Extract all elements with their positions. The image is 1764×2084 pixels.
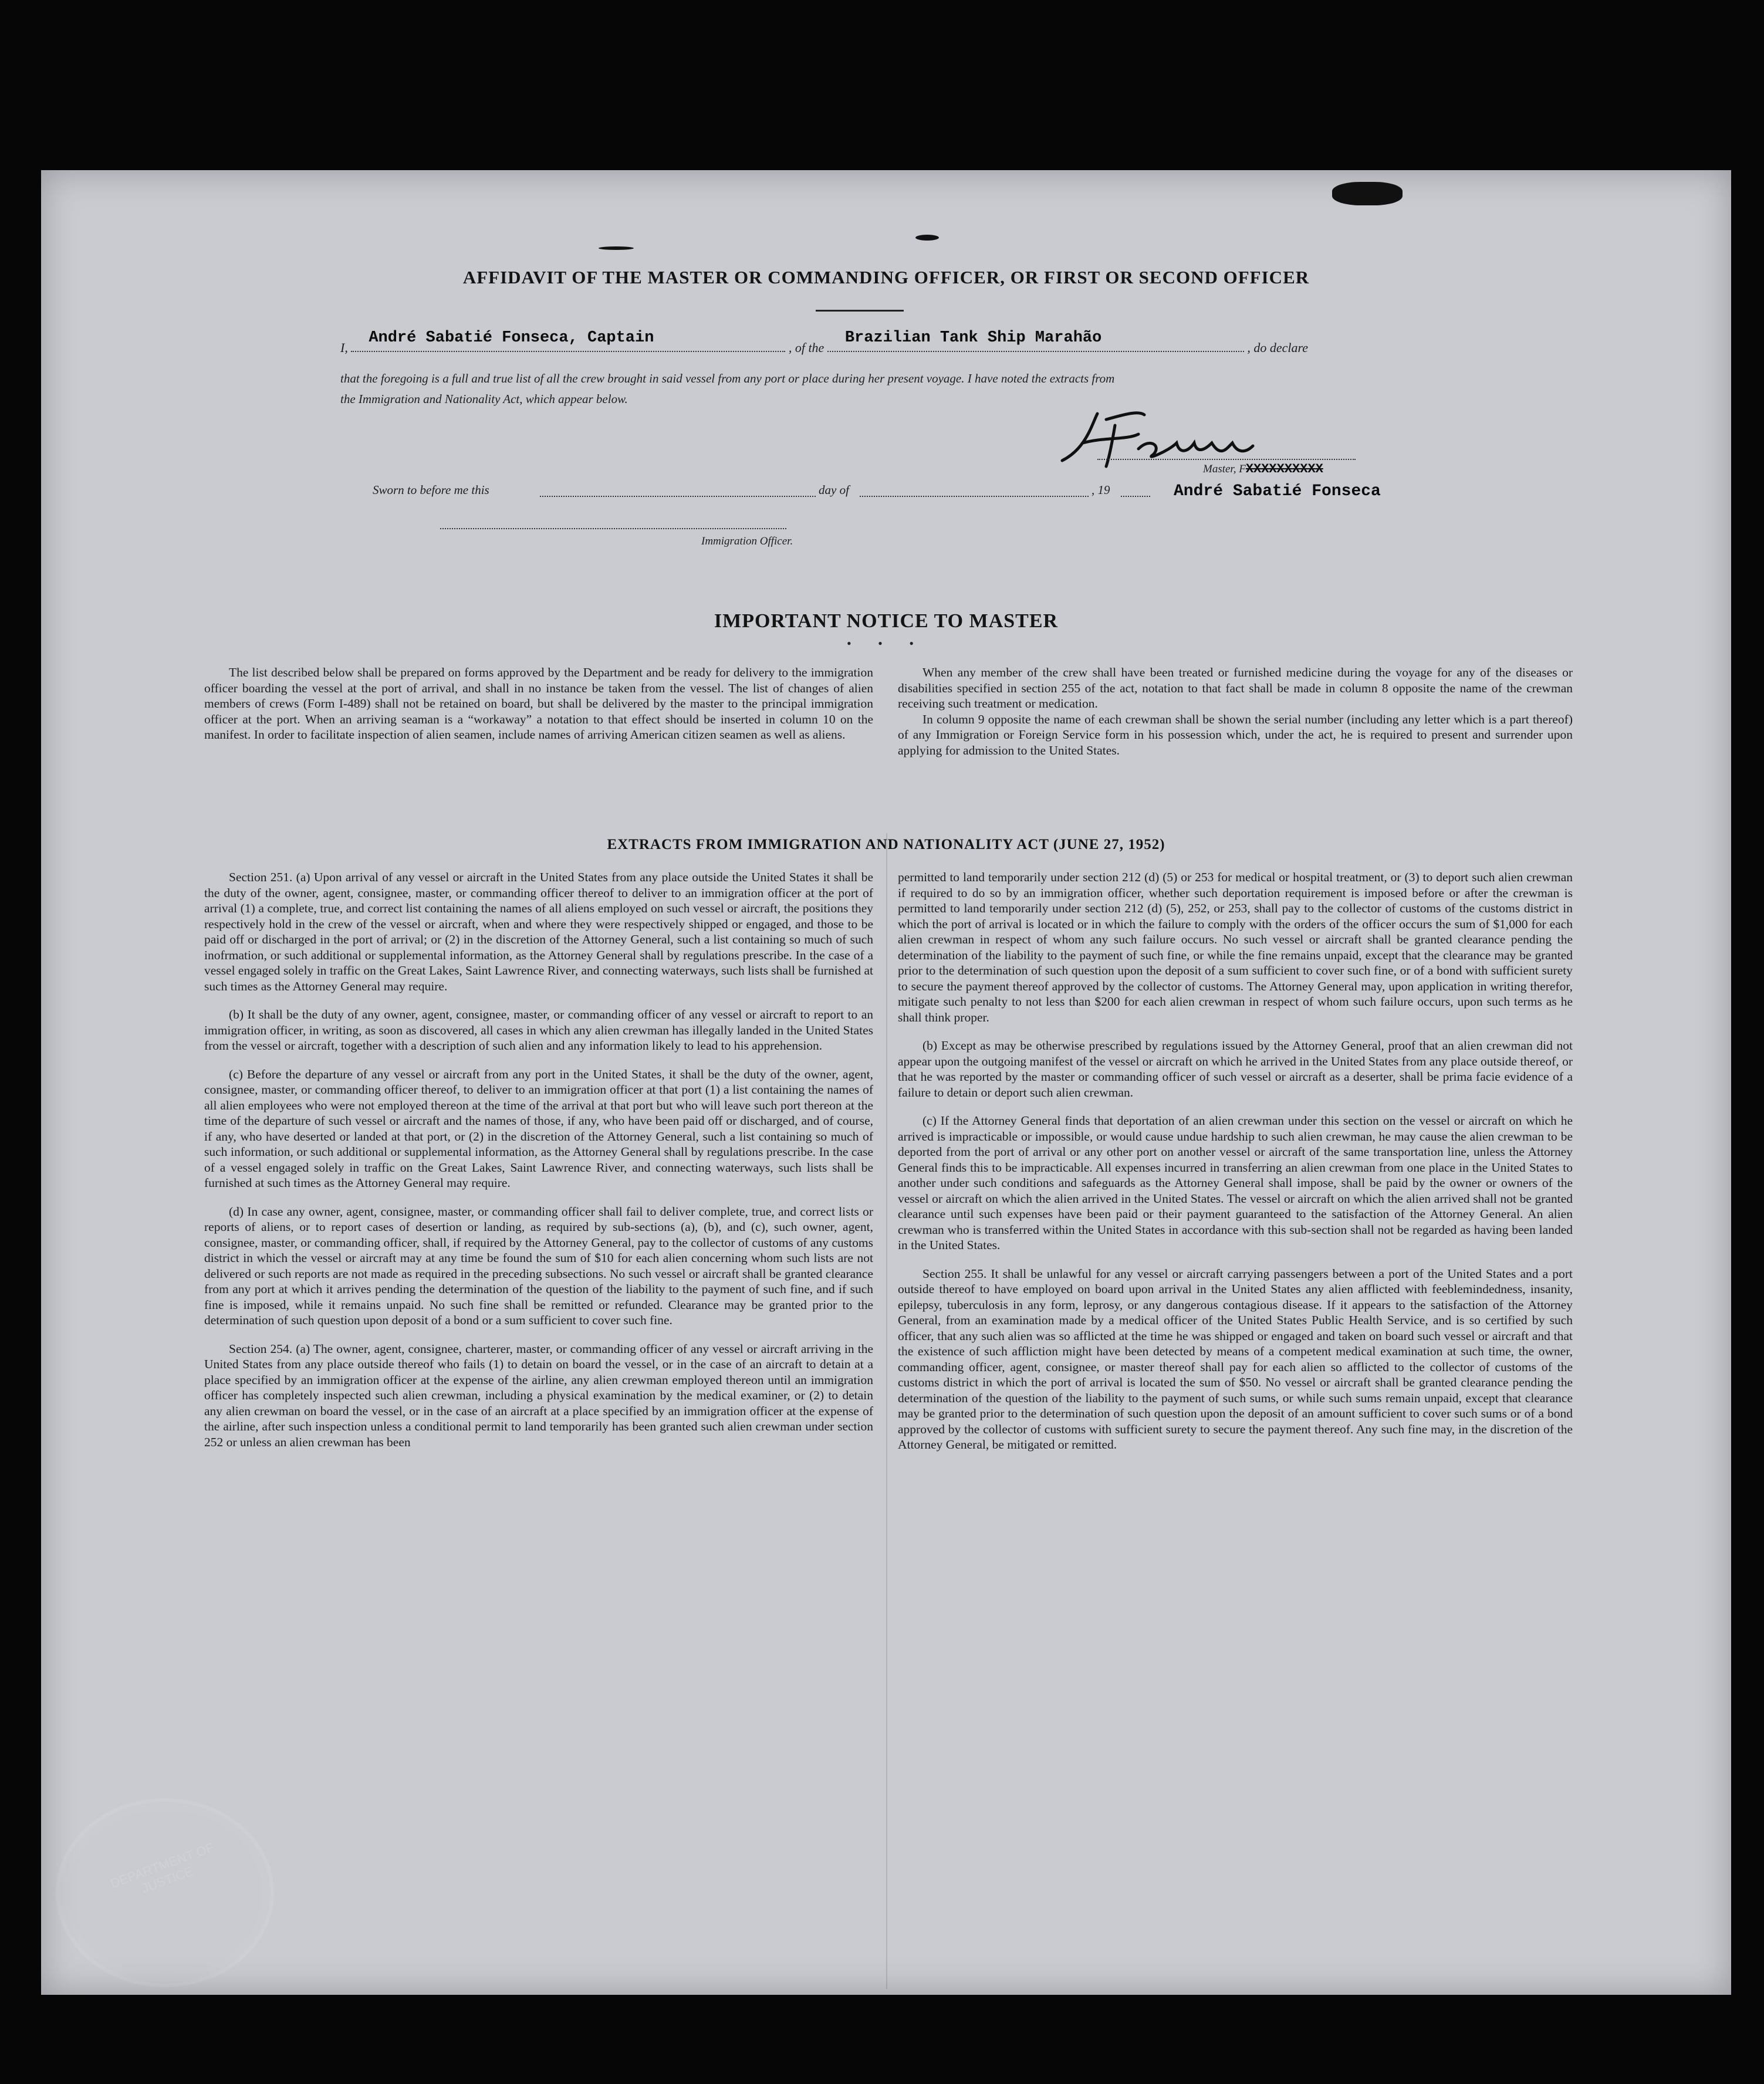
embossed-seal bbox=[56, 1798, 274, 1987]
section-paragraph: (c) If the Attorney General finds that deportation of an alien crewman under this section on the vessel or aircraft on which he arrived is impracticable or impossible, or would cause undue hardship to such alien crewman, he may cause the alien crewman to be deported from the port of arrival or any other port on another vessel or aircraft of the same transportation line, unless the Attorney General finds this to be impracticable. All expenses incurred in transferring an alien crewman from one place in the United States to another under such conditions and safeguards as the Attorney General shall impose, shall be paid by the owner or owners of the vessel or aircraft on which the alien arrived in the United States. The vessel or aircraft on which the alien arrived shall not be granted clearance until such expenses have been paid or their payment guaranteed to the satisfaction of the Attorney General. An alien crewman who is transferred within the United States in accordance with this sub-section shall not be regarded as having been landed in the United States. bbox=[898, 1114, 1573, 1252]
day-of-label: day of bbox=[819, 483, 849, 497]
i-label: I, bbox=[340, 340, 348, 355]
extracts-right-column bbox=[898, 870, 1573, 1466]
section-paragraph: Section 251. (a) Upon arrival of any vessel or aircraft in the United States from any place outside the United States it shall be the duty of the owner, agent, consignee, master, or commanding officer thereof to deliver to an immigration officer at the port of arrival (1) a complete, true, and correct list containing the names of all aliens employed on such vessel or aircraft, the positions they respectively hold in the crew of the vessel or aircraft, when and where they were respectively shipped or engaged, and those to be paid off or discharged in the port of arrival; or (2) in the discretion of the Attorney General, such a list containing so much of such inofrmation, or such additional or supplemental information, as the Attorney General shall by regulations prescribe. In the case of a vessel engaged solely in traffic on the Great Lakes, Saint Lawrence River, and connecting waterways, such lists shall be furnished at such times as the Attorney General may require. bbox=[204, 870, 873, 993]
of-the-label: , of the bbox=[788, 340, 824, 355]
notice-left-paragraph: The list described below shall be prepared on forms approved by the Department and be ready for delivery to the immigration officer boarding the vessel at the port of arrival, and shall in no instance be taken from the vessel. The list of changes of alien members of crews (Form I-489) shall not be retained on board, but shall be delivered by the master to the principal immigration officer at the port. When an arriving seaman is a “workaway” a notation to that effect should be inserted in column 10 on the manifest. In order to facilitate inspection of alien seamen, include names of arriving American citizen seamen as well as aliens. bbox=[204, 665, 873, 742]
notice-title: IMPORTANT NOTICE TO MASTER bbox=[714, 610, 1059, 632]
dust-speck bbox=[599, 246, 634, 250]
dust-speck bbox=[1332, 182, 1403, 205]
notice-right-paragraph: When any member of the crew shall have been treated or furnished medicine during the voyage for any of the diseases or disabilities specified in section 255 of the act, notation to that fact shall be made in column 8 opposite the name of the crewman receiving such treatment or medication. bbox=[898, 665, 1573, 711]
extracts-title: EXTRACTS FROM IMMIGRATION AND NATIONALITY ACT (JUNE 27, 1952) bbox=[607, 837, 1165, 852]
vessel-field bbox=[827, 329, 1244, 352]
sworn-day-line bbox=[540, 496, 816, 497]
section-paragraph: Section 254. (a) The owner, agent, consignee, charterer, master, or commanding officer of any vessel or aircraft arriving in the United States from any place outside thereof who fails (1) to detain on board the vessel, or in the case of an aircraft to detain at a place specified by an immigration officer at the expense of the airline, any alien crewman employed thereon until an immigration officer has completely inspected such alien crewman, including a physical examination by the medical examiner, or (2) to detain any alien crewman on board the vessel, or in the case of an aircraft at a place specified by an immigration officer at the expense of the airline, after such inspection unless a conditional permit to land temporarily has been granted such alien crewman under section 252 or unless an alien crewman has been bbox=[204, 1341, 873, 1449]
master-label: Master, FXXXXXXXXXX bbox=[1203, 462, 1323, 476]
immigration-officer-label: Immigration Officer. bbox=[701, 535, 793, 547]
declaration-line-2: that the foregoing is a full and true list of all the crew brought in said vessel from any port or place during her present voyage. I have noted the extracts from bbox=[340, 371, 1115, 385]
dust-speck bbox=[915, 235, 939, 241]
affidavit-title: AFFIDAVIT OF THE MASTER OR COMMANDING OFFICER, OR FIRST OR SECOND OFFICER bbox=[462, 267, 1310, 287]
master-name: André Sabatié Fonseca, Captain bbox=[369, 329, 654, 347]
extracts-left-column bbox=[204, 870, 873, 1463]
notice-left-column bbox=[204, 665, 873, 743]
notice-bullets: • • • bbox=[846, 636, 926, 651]
sworn-month-line bbox=[860, 496, 1089, 497]
seal-text: DEPARTMENT OF JUSTICE bbox=[108, 1839, 216, 1896]
master-signature-line bbox=[1097, 459, 1356, 460]
title-rule bbox=[816, 310, 904, 312]
section-paragraph: Section 255. It shall be unlawful for any vessel or aircraft carrying passengers between a port of the United States and a port outside thereof to have employed on board upon arrival in the United States any alien afflicted with feeblemindedness, insanity, epilepsy, tuberculosis in any form, leprosy, or any dangerous contagious disease. If it appears to the satisfaction of the Attorney General, from an examination made by a medical officer of the United States Public Health Service, and is so certified by such officer, that any such alien was so afflicted at the time he was shipped or engaged and taken on board such vessel or aircraft and that the existence of such affliction might have been detected by means of a competent medical examination at such time, the owner, commanding officer, agent, consignee, or master thereof shall pay for each alien so afflicted to the collector of customs of the customs district in which the port of arrival is located the sum of $50. No vessel or aircraft shall be granted clearance pending the determination of the question of the liability to the payment of such sums, or while such sums remain unpaid, except that clearance may be granted prior to the determination of such question upon the deposit of an amount sufficient to cover such sums or of a bond approved by the collector of customs with sufficient surety to secure the payment thereof. Any such fine may, in the discretion of the Attorney General, be mitigated or remitted. bbox=[898, 1266, 1573, 1452]
section-paragraph: permitted to land temporarily under section 212 (d) (5) or 253 for medical or hospital treatment, or (3) to deport such alien crewman if required to do so by an immigration officer, whether such deportation requirement is imposed before or after the crewman is permitted to land temporarily under section 212 (d) (5), 252, or 253, shall pay to the collector of customs of the customs district in which the port of arrival is located or in which the failure to comply with the orders of the officer occurs the sum of $1,000 for each alien crewman in respect of whom any such failure occurs. No such vessel or aircraft shall be granted clearance pending the determination of the liability to the payment of such fine, or while the fine remains unpaid, except that the clearance may be granted prior to the determination of such question upon the deposit of a sum sufficient to cover such fine, or of a bond with sufficient surety to secure the payment thereof approved by the collector of customs. The Attorney General may, upon application in writing therefor, mitigate such penalty to not less than $200 for each alien crewman in respect of whom such failure occurs, upon such terms as he shall think proper. bbox=[898, 870, 1573, 1024]
section-paragraph: (d) In case any owner, agent, consignee, master, or commanding officer shall fail to deliver complete, true, and correct lists or reports of aliens, or to report cases of desertion or landing, as required by sub-sections (a), (b), and (c), such owner, agent, consignee, master, or commanding officer, shall, if required by the Attorney General, pay to the collector of customs of any customs district in which the vessel or aircraft may at any time be found the sum of $10 for each alien concerning whom such lists are not delivered or such reports are not made as required in the preceding subsections. No such vessel or aircraft shall be granted clearance from any port at which it arrives pending the determination of the question of the liability to the payment of such fine, and if such fine is imposed, while it remains unpaid. No such fine shall be remitted or refunded. Clearance may be granted prior to the determination of such question upon deposit of a bond or a sum sufficient to cover such fine. bbox=[204, 1204, 873, 1327]
notice-right-column bbox=[898, 665, 1573, 758]
do-declare-label: , do declare bbox=[1247, 340, 1308, 355]
year-line bbox=[1121, 496, 1150, 497]
immigration-officer-line bbox=[440, 528, 786, 529]
sworn-label: Sworn to before me this bbox=[373, 483, 489, 497]
notice-right-paragraph: In column 9 opposite the name of each crewman shall be shown the serial number (including any letter which is a part thereof) of any Immigration or Foreign Service form in his possession which, under the act, he is required to present and surrender upon applying for admission to the United States. bbox=[898, 712, 1573, 757]
document-page bbox=[41, 170, 1731, 1995]
master-name-field bbox=[351, 329, 785, 352]
struck-text: XXXXXXXXXX bbox=[1245, 462, 1323, 476]
vessel-name: Brazilian Tank Ship Marahão bbox=[844, 329, 1102, 347]
section-paragraph: (b) Except as may be otherwise prescribed by regulations issued by the Attorney General, proof that an alien crewman did not appear upon the outgoing manifest of the vessel or aircraft on which he arrived in the United States from any place outside thereof, or that he was reported by the master or commanding officer of such vessel or aircraft as a deserter, shall be prima facie evidence of a failure to detain or deport such alien crewman. bbox=[898, 1038, 1573, 1099]
declaration-line-1 bbox=[340, 329, 1485, 360]
center-fold bbox=[886, 833, 887, 1989]
year-prefix: , 19 bbox=[1091, 483, 1110, 497]
section-paragraph: (b) It shall be the duty of any owner, agent, consignee, master, or commanding officer of any vessel or aircraft to report to an immigration officer, in writing, as soon as discovered, all cases in which any alien crewman has illegally landed in the United States from the vessel or aircraft, together with a description of such alien and any information likely to lead to his apprehension. bbox=[204, 1007, 873, 1053]
section-paragraph: (c) Before the departure of any vessel or aircraft from any port in the United States, it shall be the duty of the owner, agent, consignee, master, or commanding officer thereof, to deliver to an immigration officer at that port (1) a list containing the names of all alien employees who were not employed thereon at the time of the arrival at that port but who will leave such port thereon at the time of the departure of such vessel or aircraft and the names of those, if any, who have been paid off or discharged, and of course, if any, who have deserted or landed at that port, or (2) in the discretion of the Attorney General, such a list containing so much of such information, or such additional or supplemental information, as the Attorney General shall by regulations prescribe. In the case of a vessel engaged solely in traffic on the Great Lakes, Saint Lawrence River, and connecting waterways, such lists shall be furnished at such times as the Attorney General may require. bbox=[204, 1067, 873, 1190]
declaration-line-3: the Immigration and Nationality Act, which appear below. bbox=[340, 392, 628, 406]
typed-signature-name: André Sabatié Fonseca bbox=[1174, 482, 1381, 500]
